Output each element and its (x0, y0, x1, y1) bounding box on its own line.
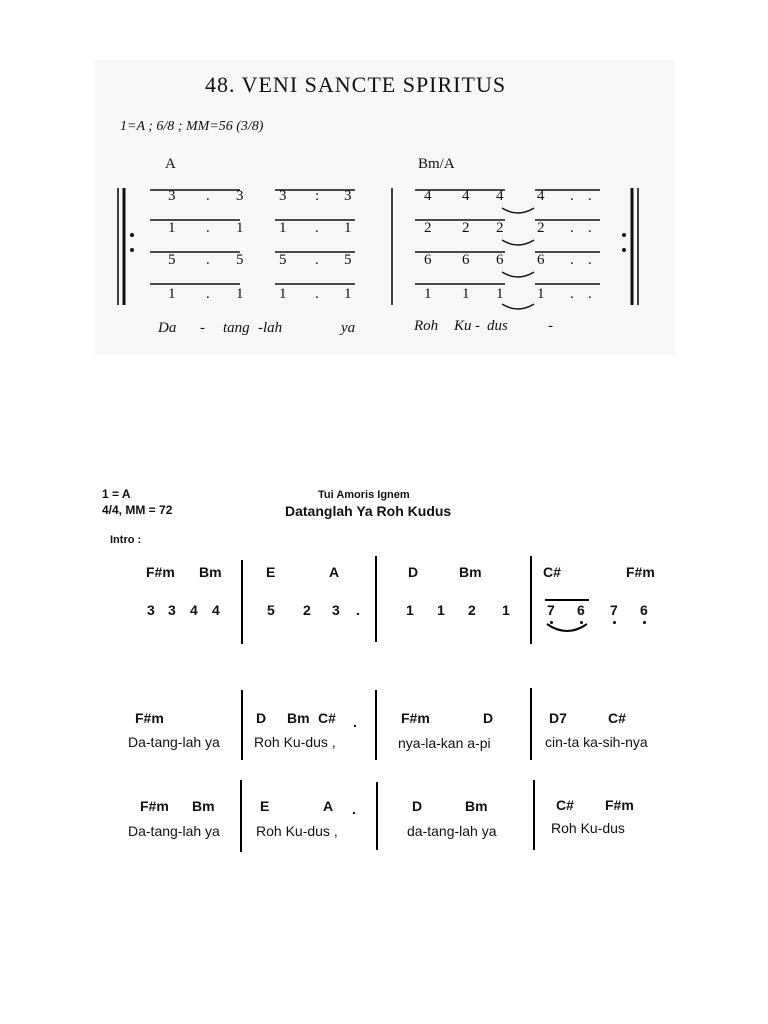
scan-lyric: Da (158, 320, 177, 336)
scan-note: 4 (424, 188, 432, 204)
line1-chord: . (353, 714, 357, 730)
intro-chord: D (408, 564, 419, 580)
scan-lyric: -lah (258, 320, 283, 336)
key-signature: 1 = A (102, 487, 131, 501)
scan-note: . (206, 220, 210, 236)
intro-note: 1 (437, 602, 445, 618)
scan-note: 4 (462, 188, 470, 204)
line1-chord: D7 (549, 710, 567, 726)
scan-note: 1 (537, 286, 545, 302)
scan-note: 3 (168, 188, 176, 204)
intro-chord: F#m (146, 564, 175, 580)
scan-note: 1 (168, 286, 176, 302)
intro-note: 3 (332, 602, 340, 618)
intro-note: 7 (547, 602, 555, 618)
scan-note: . (588, 252, 592, 268)
line1-lyric: cin-ta ka-sih-nya (545, 734, 648, 750)
scan-note: 2 (424, 220, 432, 236)
scan-note: 3 (344, 188, 352, 204)
scan-note: 2 (496, 220, 504, 236)
line1-chord: Bm (287, 710, 310, 726)
scan-note: 1 (344, 286, 352, 302)
scan-note: . (570, 188, 574, 204)
scan-note: 1 (236, 220, 244, 236)
bar-line (530, 556, 532, 644)
scan-note: 1 (236, 286, 244, 302)
intro-note: 3 (147, 602, 155, 618)
line1-chord: F#m (135, 710, 164, 726)
scan-note: 1 (496, 286, 504, 302)
bar-line (240, 780, 242, 852)
line2-chord: D (412, 798, 423, 814)
line2-chord: F#m (605, 797, 634, 813)
bar-line (241, 690, 243, 760)
scan-note: 5 (236, 252, 244, 268)
scan-lyric: Roh (414, 318, 439, 334)
intro-note: 4 (212, 602, 220, 618)
line2-lyric: Da-tang-lah ya (128, 823, 220, 839)
scan-lyric: - (548, 318, 553, 334)
line1-chord: F#m (401, 710, 430, 726)
bar-line (375, 556, 377, 642)
scan-note: 6 (462, 252, 470, 268)
scan-note: 2 (462, 220, 470, 236)
scan-note: . (570, 220, 574, 236)
subtitle: Tui Amoris Ignem (318, 489, 410, 501)
scan-note: 3 (279, 188, 287, 204)
intro-chord: Bm (459, 564, 482, 580)
line1-lyric: Roh Ku-dus , (254, 734, 336, 750)
scan-note: 6 (424, 252, 432, 268)
intro-note: 3 (168, 602, 176, 618)
lower-octave-dot (613, 621, 616, 624)
lower-octave-dot (643, 621, 646, 624)
line2-lyric: da-tang-lah ya (407, 823, 497, 839)
line1-lyric: nya-la-kan a-pi (398, 735, 491, 751)
line2-lyric: Roh Ku-dus , (256, 823, 338, 839)
line2-chord: Bm (192, 798, 215, 814)
scan-note: 1 (279, 220, 287, 236)
intro-note: 5 (267, 602, 275, 618)
line2-chord: E (260, 798, 270, 814)
scan-note: . (588, 286, 592, 302)
scan-note: . (588, 220, 592, 236)
intro-chord: Bm (199, 564, 222, 580)
scan-lyric: tang (223, 320, 250, 336)
scan-lyric: - (200, 320, 205, 336)
song-title: Datanglah Ya Roh Kudus (285, 503, 452, 519)
scan-note: 1 (279, 286, 287, 302)
intro-note: 2 (468, 602, 476, 618)
scan-lyric: dus (487, 318, 508, 334)
scan-note: . (206, 188, 210, 204)
scan-chord-1: A (165, 156, 176, 172)
line2-chord: A (323, 798, 334, 814)
bar-line (376, 782, 378, 850)
bar-line (241, 560, 243, 644)
intro-note: 1 (406, 602, 414, 618)
scan-chord-2: Bm/A (418, 156, 455, 172)
line2-lyric: Roh Ku-dus (551, 820, 625, 836)
scan-note: 2 (537, 220, 545, 236)
line2-chord: . (352, 801, 356, 817)
intro-note: . (356, 602, 360, 618)
line2-chord: C# (556, 797, 574, 813)
line2-chord: F#m (140, 798, 169, 814)
scan-note: . (206, 252, 210, 268)
line1-chord: C# (318, 710, 336, 726)
intro-chord: C# (543, 564, 561, 580)
scan-note: 4 (496, 188, 504, 204)
scan-note: . (315, 252, 319, 268)
intro-note: 7 (610, 602, 618, 618)
intro-note: 6 (577, 602, 585, 618)
scan-note: 6 (537, 252, 545, 268)
scan-note: . (315, 286, 319, 302)
scan-note: 3 (236, 188, 244, 204)
scan-note: . (570, 286, 574, 302)
scan-note: 4 (537, 188, 545, 204)
scan-note: 1 (344, 220, 352, 236)
bar-line (533, 780, 535, 850)
bar-line (375, 690, 377, 760)
intro-chord: E (266, 564, 276, 580)
scan-note: 5 (344, 252, 352, 268)
scan-note: 1 (424, 286, 432, 302)
intro-note: 6 (640, 602, 648, 618)
bar-line (530, 688, 532, 760)
line1-chord: D (483, 710, 494, 726)
time-signature: 4/4, MM = 72 (102, 503, 173, 517)
scan-note: 5 (168, 252, 176, 268)
scan-note: . (588, 188, 592, 204)
beam-line (545, 599, 589, 601)
line1-chord: D (256, 710, 267, 726)
scan-meta: 1=A ; 6/8 ; MM=56 (3/8) (120, 119, 264, 134)
scan-note: 1 (462, 286, 470, 302)
scan-note: . (315, 220, 319, 236)
scan-title: 48. VENI SANCTE SPIRITUS (205, 72, 507, 97)
tie-arc (545, 622, 591, 636)
scan-note: . (570, 252, 574, 268)
intro-chord: A (329, 564, 340, 580)
line1-chord: C# (608, 710, 626, 726)
scan-note: . (206, 286, 210, 302)
scan-staff-lines (110, 180, 650, 310)
intro-note: 2 (303, 602, 311, 618)
scan-note: 6 (496, 252, 504, 268)
intro-label: Intro : (110, 534, 142, 546)
scan-lyric: ya (341, 320, 356, 336)
intro-note: 4 (190, 602, 198, 618)
scan-note: 5 (279, 252, 287, 268)
line2-chord: Bm (465, 798, 488, 814)
line1-lyric: Da-tang-lah ya (128, 734, 220, 750)
intro-chord: F#m (626, 564, 655, 580)
scan-lyric: - (475, 318, 480, 334)
scan-note: : (315, 188, 320, 204)
scan-note: 1 (168, 220, 176, 236)
intro-note: 1 (502, 602, 510, 618)
scan-lyric: Ku (454, 318, 472, 334)
